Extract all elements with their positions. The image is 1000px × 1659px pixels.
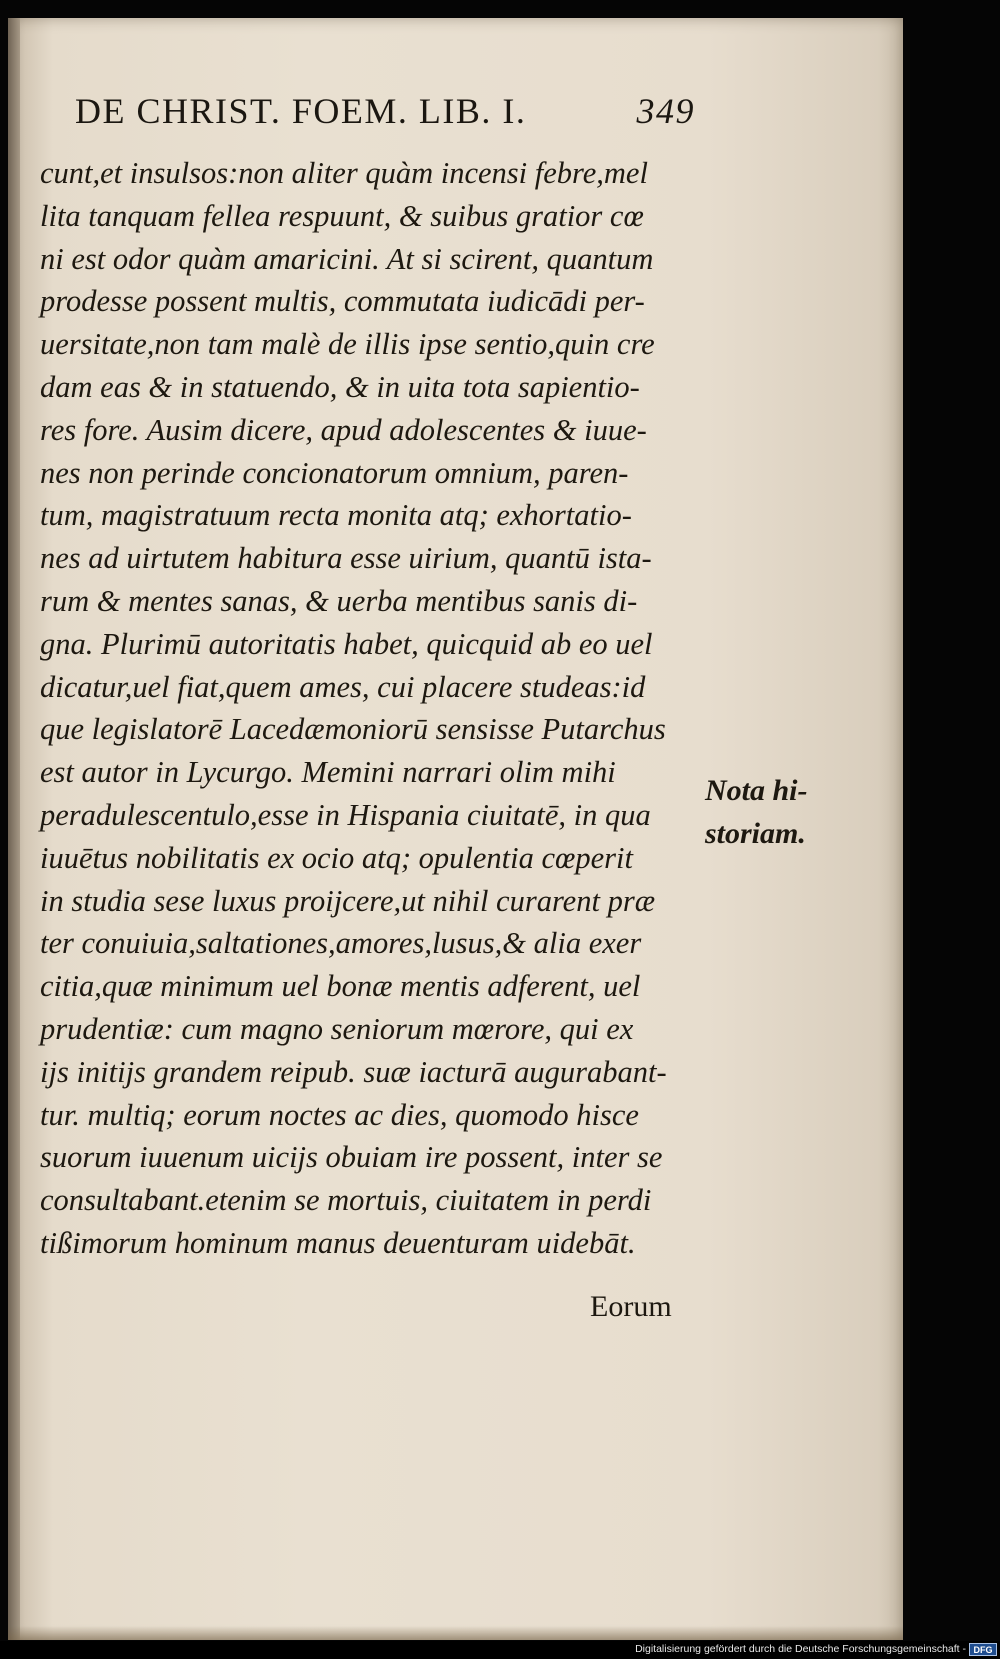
dfg-logo: DFG bbox=[969, 1643, 997, 1656]
text-line: nes ad uirtutem habitura esse uirium, quantū ista- bbox=[40, 541, 652, 576]
text-line: que legislatorē Lacedæmoniorū sensisse Putarchus bbox=[40, 712, 666, 747]
text-line: lita tanquam fellea respuunt, & suibus gratior cœ bbox=[40, 198, 644, 233]
text-line: prodesse possent multis, commutata iudicādi per- bbox=[40, 284, 645, 319]
text-line: uersitate,non tam malè de illis ipse sentio,quin cre bbox=[40, 327, 655, 362]
text-line: ijs initijs grandem reipub. suæ iacturā augurabant- bbox=[40, 1054, 667, 1089]
text-line: tur. multiq; eorum noctes ac dies, quomodo hisce bbox=[40, 1097, 639, 1132]
text-line: dicatur,uel fiat,quem ames, cui placere studeas:id bbox=[40, 669, 646, 704]
text-line: ni est odor quàm amaricini. At si scirent, quantum bbox=[40, 241, 654, 276]
catchword: Eorum bbox=[590, 1290, 672, 1323]
page-bottom-edge bbox=[8, 1626, 903, 1640]
running-head bbox=[75, 90, 695, 132]
footer-credit: Digitalisierung gefördert durch die Deutsche Forschungsgemeinschaft - bbox=[635, 1643, 966, 1655]
text-line: peradulescentulo,esse in Hispania ciuitatē, in qua bbox=[40, 797, 651, 832]
text-line: iuuētus nobilitatis ex ocio atq; opulentia cœperit bbox=[40, 840, 633, 875]
text-line: rum & mentes sanas, & uerba mentibus sanis di- bbox=[40, 583, 638, 618]
text-line: gna. Plurimū autoritatis habet, quicquid ab eo uel bbox=[40, 626, 653, 661]
text-line: prudentiæ: cum magno seniorum mœrore, qui ex bbox=[40, 1011, 634, 1046]
text-line: cunt,et insulsos:non aliter quàm incensi febre,mel bbox=[40, 156, 648, 190]
marginal-note bbox=[705, 770, 808, 856]
body-text bbox=[40, 152, 700, 1265]
text-line: tißimorum hominum manus deuenturam uidebāt. bbox=[40, 1225, 636, 1260]
text-line: tum, magistratuum recta monita atq; exhortatio- bbox=[40, 498, 632, 533]
text-line: res fore. Ausim dicere, apud adolescentes & iuue- bbox=[40, 412, 647, 447]
text-line: ter conuiuia,saltationes,amores,lusus,& alia exer bbox=[40, 926, 642, 961]
marginal-note-line: Nota hi- bbox=[705, 774, 808, 807]
marginal-note-line: storiam. bbox=[705, 816, 806, 850]
running-head-title: DE CHRIST. FOEM. LIB. I. bbox=[75, 91, 527, 131]
page-number: 349 bbox=[636, 91, 695, 131]
text-line: suorum iuuenum uicijs obuiam ire possent, inter se bbox=[40, 1140, 663, 1175]
text-line: consultabant.etenim se mortuis, ciuitatem in perdi bbox=[40, 1183, 652, 1218]
text-line: nes non perinde concionatorum omnium, paren- bbox=[40, 455, 629, 490]
text-line: est autor in Lycurgo. Memini narrari olim mihi bbox=[40, 755, 616, 790]
text-line: citia,quæ minimum uel bonæ mentis adferent, uel bbox=[40, 969, 641, 1004]
text-line: dam eas & in statuendo, & in uita tota sapientio- bbox=[40, 369, 640, 404]
text-line: in studia sese luxus proijcere,ut nihil curarent præ bbox=[40, 883, 656, 918]
page-gutter-edge bbox=[8, 18, 20, 1640]
